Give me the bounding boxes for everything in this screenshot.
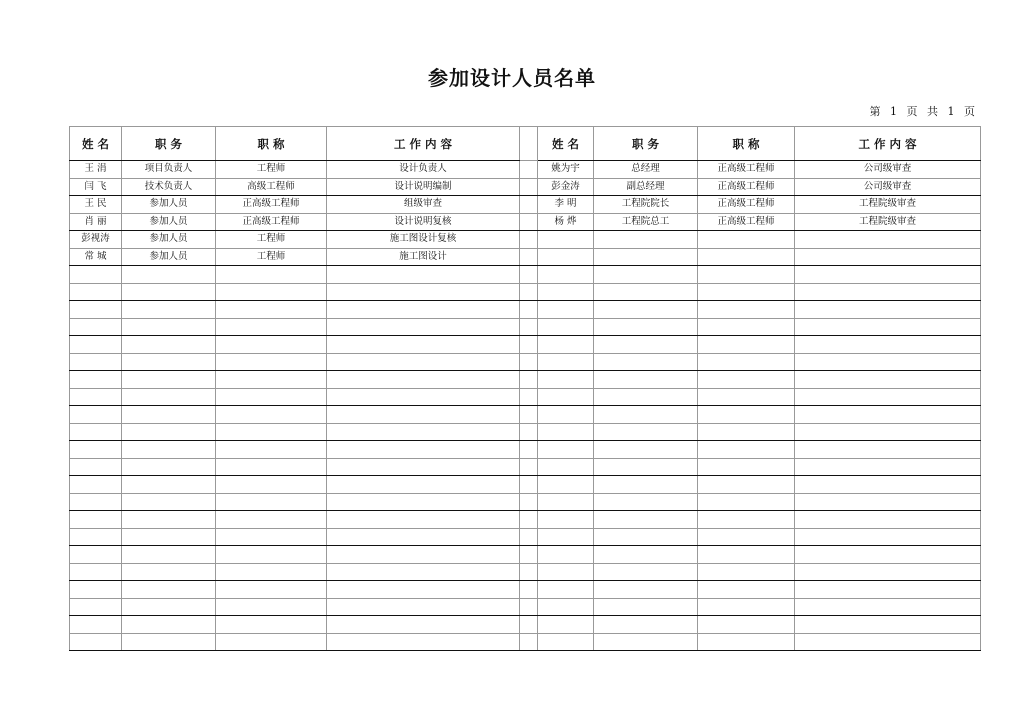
left-cell-duty xyxy=(122,458,216,476)
left-cell-duty xyxy=(122,616,216,634)
left-cell-work xyxy=(327,633,520,651)
right-cell-title xyxy=(698,283,795,301)
left-cell-title xyxy=(216,616,327,634)
table-row xyxy=(70,336,981,354)
left-cell-work: 设计说明编制 xyxy=(327,178,520,196)
right-cell-work xyxy=(795,616,981,634)
right-cell-work xyxy=(795,476,981,494)
right-cell-work: 工程院级审查 xyxy=(795,196,981,214)
table-row xyxy=(70,406,981,424)
right-cell-work xyxy=(795,546,981,564)
right-cell-name xyxy=(538,633,594,651)
right-cell-name: 姚为宇 xyxy=(538,161,594,179)
column-gap xyxy=(520,213,538,231)
left-cell-duty xyxy=(122,353,216,371)
table-row xyxy=(70,633,981,651)
table-row xyxy=(70,231,981,249)
left-cell-title: 工程师 xyxy=(216,231,327,249)
left-cell-work xyxy=(327,301,520,319)
left-cell-title xyxy=(216,266,327,284)
right-cell-name: 李 明 xyxy=(538,196,594,214)
right-cell-title: 正高级工程师 xyxy=(698,196,795,214)
left-cell-duty xyxy=(122,476,216,494)
right-cell-name xyxy=(538,511,594,529)
right-cell-duty xyxy=(594,336,698,354)
right-cell-duty: 工程院院长 xyxy=(594,196,698,214)
left-cell-name xyxy=(70,318,122,336)
right-cell-duty xyxy=(594,266,698,284)
column-gap xyxy=(520,598,538,616)
table-row xyxy=(70,563,981,581)
right-cell-name xyxy=(538,231,594,249)
right-cell-work xyxy=(795,633,981,651)
left-cell-work: 组级审查 xyxy=(327,196,520,214)
right-cell-duty xyxy=(594,493,698,511)
right-cell-duty xyxy=(594,301,698,319)
column-gap xyxy=(520,178,538,196)
left-cell-title: 工程师 xyxy=(216,161,327,179)
right-cell-title xyxy=(698,353,795,371)
column-gap xyxy=(520,441,538,459)
right-cell-duty xyxy=(594,231,698,249)
left-cell-duty xyxy=(122,318,216,336)
left-cell-work xyxy=(327,616,520,634)
column-gap xyxy=(520,161,538,179)
left-cell-title xyxy=(216,546,327,564)
left-cell-name xyxy=(70,283,122,301)
column-gap xyxy=(520,616,538,634)
table-row xyxy=(70,493,981,511)
right-cell-title xyxy=(698,581,795,599)
left-cell-title xyxy=(216,423,327,441)
right-cell-duty xyxy=(594,423,698,441)
table-row xyxy=(70,581,981,599)
left-cell-work xyxy=(327,458,520,476)
right-cell-duty xyxy=(594,598,698,616)
left-cell-name xyxy=(70,458,122,476)
right-cell-name xyxy=(538,493,594,511)
left-cell-duty xyxy=(122,301,216,319)
right-cell-work xyxy=(795,598,981,616)
left-cell-title xyxy=(216,388,327,406)
left-cell-duty xyxy=(122,441,216,459)
left-cell-title xyxy=(216,441,327,459)
right-cell-title: 正高级工程师 xyxy=(698,178,795,196)
page-unit: 页 xyxy=(906,105,918,118)
right-cell-title: 正高级工程师 xyxy=(698,161,795,179)
left-cell-duty xyxy=(122,336,216,354)
table-row xyxy=(70,528,981,546)
table-row xyxy=(70,616,981,634)
table-row xyxy=(70,248,981,266)
left-cell-duty: 参加人员 xyxy=(122,196,216,214)
right-cell-title xyxy=(698,598,795,616)
left-cell-work xyxy=(327,318,520,336)
left-cell-name: 肖 丽 xyxy=(70,213,122,231)
right-cell-name xyxy=(538,598,594,616)
left-cell-duty xyxy=(122,388,216,406)
right-cell-work xyxy=(795,423,981,441)
right-cell-work xyxy=(795,511,981,529)
column-gap xyxy=(520,581,538,599)
left-cell-duty: 参加人员 xyxy=(122,213,216,231)
right-cell-duty xyxy=(594,581,698,599)
column-gap xyxy=(520,127,538,161)
right-cell-title xyxy=(698,458,795,476)
right-cell-work xyxy=(795,336,981,354)
right-cell-work xyxy=(795,231,981,249)
column-gap xyxy=(520,248,538,266)
left-cell-work xyxy=(327,336,520,354)
total-unit: 页 xyxy=(964,105,975,118)
right-cell-work xyxy=(795,388,981,406)
left-cell-duty xyxy=(122,266,216,284)
right-cell-work xyxy=(795,266,981,284)
left-cell-work xyxy=(327,388,520,406)
right-cell-duty xyxy=(594,563,698,581)
right-cell-duty xyxy=(594,633,698,651)
left-cell-name xyxy=(70,476,122,494)
right-cell-work xyxy=(795,581,981,599)
left-cell-work xyxy=(327,546,520,564)
left-cell-duty xyxy=(122,598,216,616)
table-row xyxy=(70,511,981,529)
right-cell-title xyxy=(698,231,795,249)
right-cell-work xyxy=(795,563,981,581)
right-cell-name: 杨 烨 xyxy=(538,213,594,231)
left-cell-work xyxy=(327,493,520,511)
right-cell-name xyxy=(538,353,594,371)
left-cell-title xyxy=(216,406,327,424)
left-cell-title xyxy=(216,511,327,529)
left-cell-work xyxy=(327,283,520,301)
table-row xyxy=(70,423,981,441)
left-cell-name xyxy=(70,353,122,371)
left-cell-work: 施工图设计 xyxy=(327,248,520,266)
left-cell-title xyxy=(216,476,327,494)
table-row xyxy=(70,266,981,284)
total-label: 共 xyxy=(927,105,938,118)
right-cell-duty xyxy=(594,441,698,459)
column-gap xyxy=(520,423,538,441)
table-row xyxy=(70,371,981,389)
table-row xyxy=(70,161,981,179)
column-gap xyxy=(520,511,538,529)
left-cell-duty xyxy=(122,581,216,599)
left-cell-duty xyxy=(122,546,216,564)
left-cell-work xyxy=(327,476,520,494)
left-cell-work: 施工图设计复核 xyxy=(327,231,520,249)
table-row xyxy=(70,546,981,564)
left-header-duty: 职 务 xyxy=(122,127,216,161)
left-cell-work xyxy=(327,406,520,424)
left-cell-title xyxy=(216,458,327,476)
left-cell-name: 常 城 xyxy=(70,248,122,266)
right-cell-name xyxy=(538,283,594,301)
right-cell-name xyxy=(538,546,594,564)
left-cell-title: 正高级工程师 xyxy=(216,213,327,231)
left-cell-name xyxy=(70,371,122,389)
right-cell-duty xyxy=(594,353,698,371)
table-row xyxy=(70,388,981,406)
column-gap xyxy=(520,563,538,581)
left-cell-duty xyxy=(122,493,216,511)
right-cell-duty xyxy=(594,458,698,476)
column-gap xyxy=(520,528,538,546)
right-cell-title xyxy=(698,423,795,441)
page-number: 1 xyxy=(890,105,897,118)
column-gap xyxy=(520,336,538,354)
right-cell-title xyxy=(698,528,795,546)
right-cell-name xyxy=(538,371,594,389)
left-cell-title: 高级工程师 xyxy=(216,178,327,196)
table-row xyxy=(70,213,981,231)
left-cell-name xyxy=(70,423,122,441)
left-cell-duty xyxy=(122,511,216,529)
right-cell-name xyxy=(538,248,594,266)
table-row xyxy=(70,178,981,196)
left-cell-title xyxy=(216,633,327,651)
right-cell-work xyxy=(795,318,981,336)
left-cell-name: 王 民 xyxy=(70,196,122,214)
column-gap xyxy=(520,406,538,424)
left-cell-name xyxy=(70,616,122,634)
column-gap xyxy=(520,388,538,406)
left-cell-work xyxy=(327,598,520,616)
right-cell-duty: 副总经理 xyxy=(594,178,698,196)
left-cell-work xyxy=(327,528,520,546)
column-gap xyxy=(520,318,538,336)
right-header-work: 工 作 内 容 xyxy=(795,127,981,161)
left-header-title: 职 称 xyxy=(216,127,327,161)
left-cell-work: 设计说明复核 xyxy=(327,213,520,231)
left-cell-name: 闫 飞 xyxy=(70,178,122,196)
table-row xyxy=(70,353,981,371)
right-cell-duty xyxy=(594,406,698,424)
right-cell-name xyxy=(538,616,594,634)
left-cell-duty: 参加人员 xyxy=(122,248,216,266)
left-cell-work xyxy=(327,353,520,371)
table-row xyxy=(70,458,981,476)
left-cell-duty: 技术负责人 xyxy=(122,178,216,196)
right-header-title: 职 称 xyxy=(698,127,795,161)
right-cell-duty xyxy=(594,616,698,634)
right-cell-name xyxy=(538,441,594,459)
column-gap xyxy=(520,633,538,651)
left-cell-work xyxy=(327,423,520,441)
right-cell-name xyxy=(538,563,594,581)
right-cell-work: 工程院级审查 xyxy=(795,213,981,231)
right-cell-title xyxy=(698,371,795,389)
right-cell-title xyxy=(698,633,795,651)
page-title: 参加设计人员名单 xyxy=(428,66,596,90)
right-cell-name xyxy=(538,528,594,546)
column-gap xyxy=(520,546,538,564)
right-cell-title xyxy=(698,563,795,581)
column-gap xyxy=(520,353,538,371)
column-gap xyxy=(520,458,538,476)
left-cell-work xyxy=(327,581,520,599)
right-cell-title xyxy=(698,388,795,406)
left-cell-duty xyxy=(122,406,216,424)
column-gap xyxy=(520,196,538,214)
right-cell-title xyxy=(698,511,795,529)
left-cell-title xyxy=(216,283,327,301)
right-cell-duty: 工程院总工 xyxy=(594,213,698,231)
column-gap xyxy=(520,371,538,389)
left-cell-name xyxy=(70,528,122,546)
left-cell-title xyxy=(216,598,327,616)
table-row xyxy=(70,598,981,616)
left-cell-duty: 项目负责人 xyxy=(122,161,216,179)
left-cell-name xyxy=(70,301,122,319)
right-cell-title xyxy=(698,301,795,319)
right-cell-title xyxy=(698,616,795,634)
right-cell-work xyxy=(795,301,981,319)
left-cell-title xyxy=(216,563,327,581)
left-cell-name xyxy=(70,598,122,616)
right-cell-title xyxy=(698,476,795,494)
right-cell-work xyxy=(795,441,981,459)
table-row xyxy=(70,476,981,494)
left-cell-name xyxy=(70,266,122,284)
table-row xyxy=(70,196,981,214)
right-cell-title xyxy=(698,248,795,266)
right-cell-title xyxy=(698,493,795,511)
right-header-duty: 职 务 xyxy=(594,127,698,161)
left-cell-work xyxy=(327,441,520,459)
left-cell-name xyxy=(70,563,122,581)
left-cell-name xyxy=(70,406,122,424)
right-cell-duty xyxy=(594,318,698,336)
right-cell-duty xyxy=(594,528,698,546)
right-cell-name xyxy=(538,406,594,424)
table-header-row xyxy=(70,127,981,161)
left-cell-name xyxy=(70,633,122,651)
left-cell-title xyxy=(216,581,327,599)
right-cell-title xyxy=(698,406,795,424)
left-cell-work xyxy=(327,266,520,284)
left-cell-title: 工程师 xyxy=(216,248,327,266)
left-cell-duty xyxy=(122,371,216,389)
left-cell-duty xyxy=(122,423,216,441)
right-cell-title: 正高级工程师 xyxy=(698,213,795,231)
left-cell-name xyxy=(70,336,122,354)
right-cell-name xyxy=(538,336,594,354)
column-gap xyxy=(520,231,538,249)
right-cell-name xyxy=(538,301,594,319)
left-cell-work xyxy=(327,511,520,529)
left-cell-name xyxy=(70,581,122,599)
right-cell-name xyxy=(538,266,594,284)
right-cell-work xyxy=(795,283,981,301)
right-cell-work xyxy=(795,493,981,511)
right-cell-work: 公司级审查 xyxy=(795,178,981,196)
page-label: 第 xyxy=(869,105,881,118)
left-cell-name xyxy=(70,388,122,406)
right-cell-title xyxy=(698,266,795,284)
table-row xyxy=(70,318,981,336)
table-row xyxy=(70,441,981,459)
right-cell-name: 彭金涛 xyxy=(538,178,594,196)
right-cell-work xyxy=(795,528,981,546)
left-cell-title xyxy=(216,493,327,511)
right-cell-name xyxy=(538,458,594,476)
personnel-table xyxy=(69,126,981,651)
right-cell-name xyxy=(538,581,594,599)
right-cell-name xyxy=(538,318,594,336)
left-cell-title xyxy=(216,371,327,389)
left-cell-work xyxy=(327,563,520,581)
left-cell-duty xyxy=(122,633,216,651)
left-cell-name xyxy=(70,511,122,529)
right-cell-name xyxy=(538,423,594,441)
right-cell-title xyxy=(698,336,795,354)
column-gap xyxy=(520,283,538,301)
left-cell-name: 王 涓 xyxy=(70,161,122,179)
table-row xyxy=(70,301,981,319)
left-cell-title xyxy=(216,353,327,371)
right-cell-duty xyxy=(594,511,698,529)
right-cell-work xyxy=(795,458,981,476)
right-cell-title xyxy=(698,546,795,564)
left-cell-title xyxy=(216,336,327,354)
right-cell-duty xyxy=(594,283,698,301)
right-cell-duty: 总经理 xyxy=(594,161,698,179)
left-cell-duty: 参加人员 xyxy=(122,231,216,249)
right-cell-title xyxy=(698,441,795,459)
left-header-work: 工 作 内 容 xyxy=(327,127,520,161)
right-cell-work xyxy=(795,371,981,389)
right-cell-title xyxy=(698,318,795,336)
right-cell-duty xyxy=(594,546,698,564)
left-cell-work: 设计负责人 xyxy=(327,161,520,179)
left-cell-title: 正高级工程师 xyxy=(216,196,327,214)
left-cell-name: 彭视涛 xyxy=(70,231,122,249)
column-gap xyxy=(520,476,538,494)
left-cell-title xyxy=(216,528,327,546)
left-cell-duty xyxy=(122,283,216,301)
table-row xyxy=(70,283,981,301)
right-cell-duty xyxy=(594,248,698,266)
left-cell-work xyxy=(327,371,520,389)
page-info xyxy=(870,103,976,119)
right-header-name: 姓 名 xyxy=(538,127,594,161)
left-cell-title xyxy=(216,318,327,336)
column-gap xyxy=(520,301,538,319)
right-cell-work xyxy=(795,248,981,266)
left-cell-duty xyxy=(122,528,216,546)
right-cell-duty xyxy=(594,476,698,494)
left-cell-title xyxy=(216,301,327,319)
right-cell-duty xyxy=(594,371,698,389)
right-cell-name xyxy=(538,388,594,406)
right-cell-name xyxy=(538,476,594,494)
right-cell-work xyxy=(795,353,981,371)
right-cell-work xyxy=(795,406,981,424)
left-header-name: 姓 名 xyxy=(70,127,122,161)
left-cell-name xyxy=(70,441,122,459)
left-cell-name xyxy=(70,546,122,564)
left-cell-name xyxy=(70,493,122,511)
column-gap xyxy=(520,266,538,284)
right-cell-duty xyxy=(594,388,698,406)
right-cell-work: 公司级审查 xyxy=(795,161,981,179)
column-gap xyxy=(520,493,538,511)
left-cell-duty xyxy=(122,563,216,581)
total-number: 1 xyxy=(947,105,955,118)
